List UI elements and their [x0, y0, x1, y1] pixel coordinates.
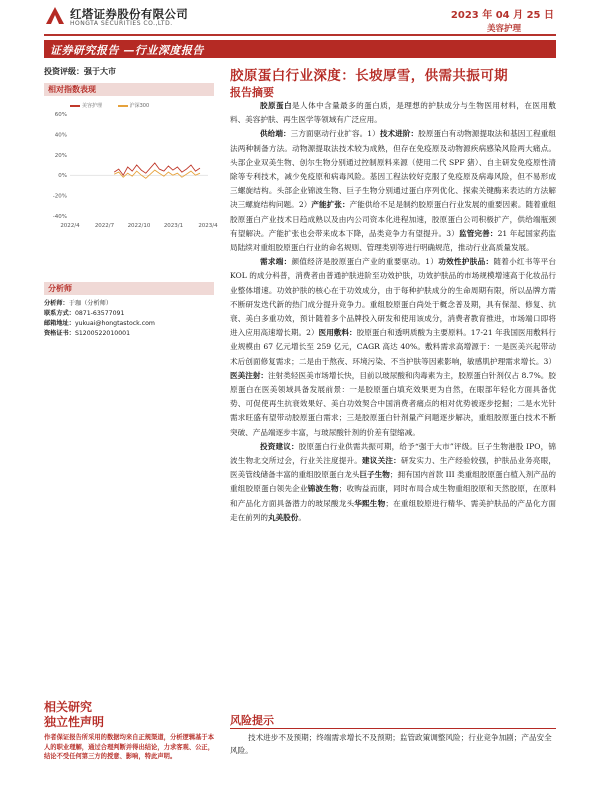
investment-text-f: 。 [298, 512, 306, 522]
investment-text-c: ；拥有国内首款 III 类重组胶原蛋白植入剂产品的重组胶原蛋白领先企业 [230, 470, 557, 494]
relative-index-chart [44, 100, 218, 240]
y-tick-label: 0% [58, 173, 67, 180]
analyst-email-label: 邮箱地址： [44, 320, 75, 327]
company-marubi: 丸美股份 [267, 512, 299, 522]
report-summary-body [230, 99, 556, 525]
investment-text-e: ；在重组胶原进行精华、需美护肤品的产品化方面走在前列的 [230, 498, 557, 522]
series-line-1 [114, 170, 200, 178]
analyst-phone: 0871-63577091 [74, 310, 125, 317]
demand-text-d: 注射类轻医美市场增长快，目前以玻尿酸和肉毒素为主，胶原蛋白针剂仅占 8.7%。胶原蛋白在医美领域具备发展前景：一是胶原蛋白填充效果更为自然，在眼部年轻化方面具备优势、可促使再生抗衰效果好、美白功效契合中国消费者痛点的相对优势被逐步挖掘；二是水光针需求旺盛有望带动胶原蛋白需求；三是胶原蛋白针剂量产问题逐步解决，重组胶原蛋白技术不断突破、产品端逐步丰富，与玻尿酸针剂的价差有望缩减。 [230, 370, 557, 437]
y-tick-label: -20% [52, 193, 67, 200]
demand-injection-lead: 医美注射： [230, 370, 269, 380]
banner-text: 证券研究报告 —行业深度报告 [50, 44, 204, 57]
intro-text: 是人体中含量最多的蛋白质，是理想的护肤成分与生物医用材料，在医用敷料、美容护肤、再生医学等领域有广泛应用。 [230, 101, 556, 125]
analyst-section-title: 分析师 [48, 283, 72, 293]
paragraph-intro [230, 99, 556, 127]
y-tick-label: 20% [54, 152, 67, 159]
legend-swatch-hs300 [118, 105, 128, 107]
demand-text-b: 随着小红书等平台 KOL 的成分科普，消费者由普通护肤进阶至功效护肤，功效护肤品的市场规模增速高于化妆品行业整体增速。功效护肤的核心在于功效成分，由于每种护肤成分的生命周期有限，所以品牌方需不断研发迭代新的热门成分提升竞争力。重组胶原蛋白尚处于概念普及期，具有保湿、修复、抗衰、美白多重功效，预计随着多个品牌投入研发和使用该成分，消费者教育推进，市场端口即将进入应用高速增长期。2） [230, 257, 557, 338]
demand-skincare-lead: 功效性护肤品： [438, 257, 494, 267]
company-giant-bio: 巨子生物 [359, 470, 390, 480]
related-research-label[interactable]: 相关研究 [44, 700, 93, 714]
analyst-name-label: 分析师： [44, 300, 69, 307]
sidebar [44, 64, 218, 240]
supply-text-a: 三方面驱动行业扩容。1） [290, 129, 380, 139]
analyst-cert: S1200522010001 [74, 330, 131, 337]
independence-statement: 作者保证报告所采用的数据均来自正规渠道，分析逻辑基于本人的职业理解，通过合理判断并得出结论，力求客观、公正，结论不受任何第三方的授意、影响，特此声明。 [44, 734, 215, 761]
demand-lead: 需求端： [260, 257, 292, 267]
demand-dressing-lead: 医用敷料： [318, 328, 357, 338]
investment-rating: 投资评级：强于大市 [44, 66, 116, 76]
supply-lead: 供给端： [260, 129, 291, 139]
chart-canvas [44, 100, 218, 240]
investment-text-b: 研发实力、生产经验较强，护肤品业务亮眼，医美管线储备丰富的重组胶原蛋白龙头 [230, 456, 557, 480]
independence-statement-label: 独立性声明 [44, 715, 105, 729]
investment-text-a: 胶原蛋白行业供需共振可期，给予“强于大市”评级。巨子生物港股 IPO，锦波生物北交所过会，行业关注度提升。 [230, 441, 556, 466]
company-bloomage: 华熙生物 [354, 498, 386, 508]
report-type-banner [44, 40, 556, 58]
investment-suggest-lead: 建议关注： [362, 456, 401, 466]
demand-text-a: 颜值经济是胶原蛋白产业的重要驱动。1） [291, 257, 439, 267]
company-jinbo-bio: 锦波生物 [307, 484, 339, 494]
risk-heading: 风险提示 [230, 714, 274, 727]
legend-label-beauty: 美容护理 [82, 103, 103, 109]
investment-lead: 投资建议： [260, 441, 299, 451]
demand-text-c: 胶原蛋白和透明质酸为主要原料。17-21 年我国医用敷料行业规模由 67 亿元增长至 259 亿元，CAGR 高达 40%。敷料需求高增源于：一是医美兴起带动术后创面修复需求；二是由于熬夜、环境污染、不当护肤等因素影响，敏感肌护理需求增长。3） [230, 328, 556, 366]
paragraph-demand [230, 255, 556, 440]
supply-text-c: 产能供给不足是制约胶原蛋白行业发展的重要因素。随着重组胶原蛋白产业技术日趋成熟以及由内公司资本化进程加速，胶原蛋白公司积极扩产，供给端瓶颈有望解决。产能扩张也会带来成本下降，品类竞争力有望提升。3） [230, 200, 556, 238]
y-tick-label: -40% [52, 214, 67, 220]
analyst-section-header [44, 282, 214, 295]
paragraph-investment [230, 440, 556, 525]
x-tick-label: 2022/4 [60, 223, 80, 229]
y-tick-label: 60% [54, 112, 67, 118]
company-name-cn: 红塔证券股份有限公司 [70, 7, 188, 21]
analyst-info [44, 299, 214, 339]
legend-swatch-beauty [70, 105, 80, 107]
x-tick-label: 2022/7 [94, 223, 115, 229]
supply-tech-lead: 技术进阶： [379, 129, 419, 139]
paragraph-supply [230, 127, 556, 255]
industry-label: 美容护理 [486, 24, 521, 34]
y-tick-label: 40% [54, 132, 67, 139]
analyst-phone-label: 联系方式： [44, 310, 75, 317]
index-section-title: 相对指数表现 [48, 84, 96, 94]
analyst-email[interactable]: yukuai@hongtastock.com [74, 320, 155, 327]
supply-capacity-lead: 产能扩张： [311, 200, 350, 210]
analyst-name: 于珈（分析师） [68, 300, 113, 307]
page-header [0, 0, 600, 40]
summary-heading: 报告摘要 [230, 86, 274, 99]
related-research-title [44, 700, 104, 730]
supply-text-d: 21 年起国家药监局陆续对重组胶原蛋白行业的命名规则、管理类别等进行明确规范，推动行业高质量发展。 [230, 228, 557, 253]
header-divider [44, 34, 556, 36]
risk-text: 技术进步不及预期；终端需求增长不及预期；监管政策调整风险；行业竞争加剧；产品安全风险。 [230, 733, 552, 755]
analyst-cert-label: 资格证书： [44, 330, 75, 337]
risk-divider [230, 728, 556, 729]
supply-text-b: 胶原蛋白有动物源提取法和基因工程重组法两种制备方法。动物源提取法技术较为成熟，但存在免疫原及动物源疾病感染风险两大痛点。头部企业双美生物、创尔生物分别通过控制原料来源（使用二代 SPF 猪）、自主研发免疫原性清除等专利技术，减少免疫原和病毒风险。基因工程法较好克服了免疫原及病毒风险，但不易形成三螺旋结构。头部企业锦波生物、巨子生物分别通过蛋白序列优化、探索关键酶来表达的方法解决三螺旋结构问题。2） [230, 129, 557, 210]
intro-lead: 胶原蛋白 [260, 101, 293, 110]
company-name-en: HONGTA SECURITIES CO.,LTD. [70, 20, 173, 27]
report-date: 2023 年 04 月 25 日 [450, 10, 554, 21]
investment-text-d: ；收购益而康，同时布局合成生物重组胶原和天然胶原，在原料和产品化方面具备潜力的玻尿酸龙头 [230, 484, 557, 508]
chart-legend [70, 102, 163, 109]
supply-regulation-lead: 监管完善： [458, 228, 498, 238]
x-tick-label: 2023/4 [198, 223, 218, 229]
index-section-header [44, 83, 214, 96]
hongta-logo-icon [44, 4, 66, 26]
x-tick-label: 2023/1 [163, 223, 184, 229]
x-tick-label: 2022/10 [127, 223, 151, 229]
legend-label-hs300: 沪深300 [129, 103, 150, 109]
report-title: 胶原蛋白行业深度：长坡厚雪，供需共振可期 [230, 68, 508, 84]
